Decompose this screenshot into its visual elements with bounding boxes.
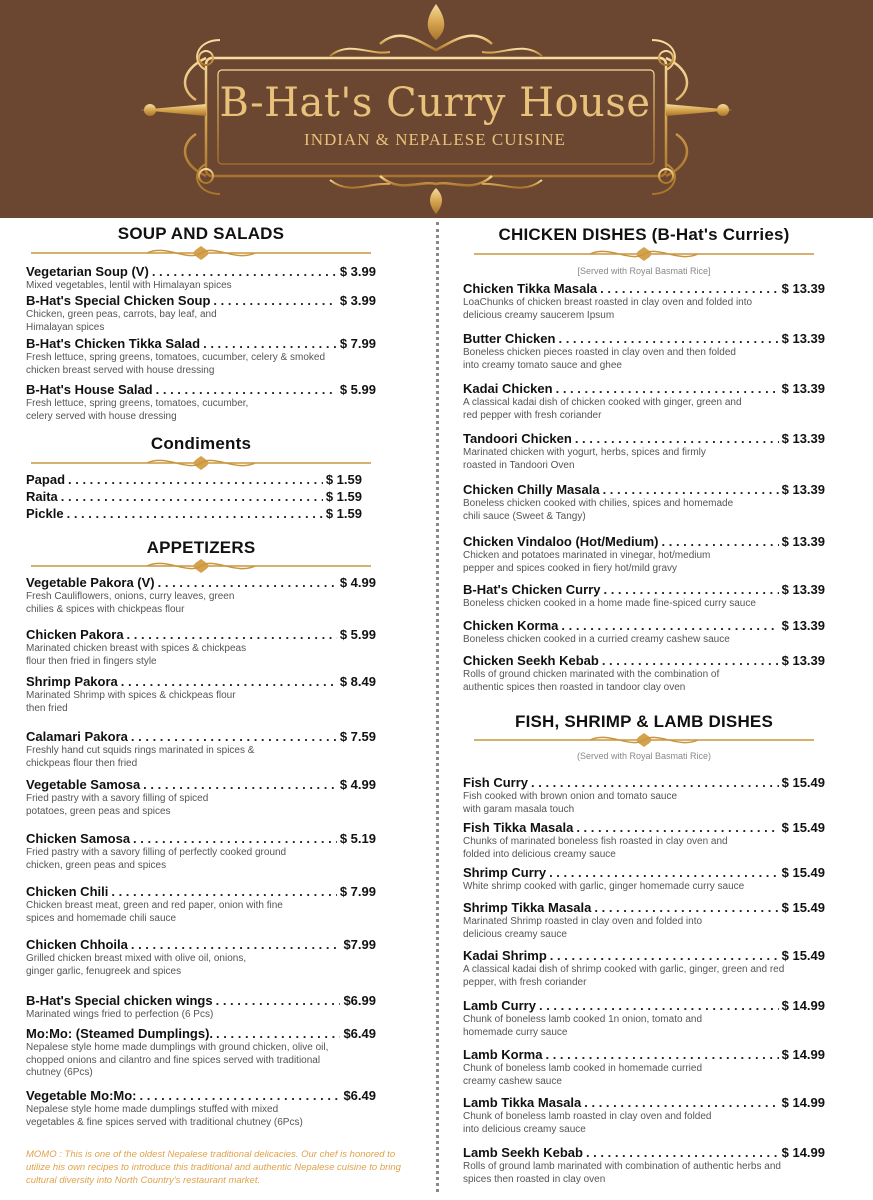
item-price: $ 4.99 (339, 575, 376, 590)
item-description: Rolls of ground chicken marinated with the combination of authentic spices then roasted in tandoor clay oven (463, 669, 720, 693)
item-description: Freshly hand cut squids rings marinated in spices & chickpeas flour then fried (26, 745, 255, 769)
item-description: Chicken, green peas, carrots, bay leaf, and Himalayan spices (26, 309, 217, 333)
menu-item (463, 865, 825, 894)
item-name: Chicken Tikka Masala (463, 281, 598, 296)
menu-item (463, 331, 825, 372)
item-name: Lamb Korma (463, 1047, 543, 1062)
menu-item (463, 900, 825, 941)
menu-item (26, 993, 376, 1022)
item-name: Shrimp Pakora (26, 674, 118, 689)
item-price: $ 15.49 (781, 820, 825, 835)
item-price: $ 7.99 (339, 336, 376, 351)
menu-item (26, 575, 376, 616)
item-price: $ 7.59 (339, 729, 376, 744)
menu-item (26, 937, 376, 978)
menu-item (463, 281, 825, 322)
item-description: Marinated Shrimp with spices & chickpeas flour then fried (26, 690, 236, 714)
item-price: $ 14.99 (781, 998, 825, 1013)
item-name: Chicken Samosa (26, 831, 131, 846)
item-description: Rolls of ground lamb marinated with combination of authentic herbs and spices then roasted in clay oven (463, 1161, 781, 1185)
menu-item (26, 336, 376, 377)
item-price: $6.99 (343, 993, 376, 1008)
item-name: B-Hat's Special chicken wings (26, 993, 213, 1008)
section-title-appetizers: APPETIZERS (146, 538, 256, 557)
item-name: Chicken Chilly Masala (463, 482, 600, 497)
item-name: Chicken Korma (463, 618, 559, 633)
item-name: Calamari Pakora (26, 729, 128, 744)
item-price: $ 14.99 (781, 1047, 825, 1062)
menu-item (463, 820, 825, 861)
item-name: Shrimp Tikka Masala (463, 900, 592, 915)
item-description: Chunks of marinated boneless fish roasted in clay oven and folded into delicious creamy sauce (463, 836, 728, 860)
item-name: Chicken Vindaloo (Hot/Medium) (463, 534, 659, 549)
item-price: $6.49 (343, 1088, 376, 1103)
item-name: Vegetable Mo:Mo: (26, 1088, 137, 1103)
item-price: $ 14.99 (781, 1145, 825, 1160)
item-name: B-Hat's Chicken Curry (463, 582, 601, 597)
item-name: B-Hat's House Salad (26, 382, 153, 397)
menu-item (463, 1095, 825, 1136)
item-price: $ 15.49 (781, 948, 825, 963)
item-name: Chicken Chhoila (26, 937, 128, 952)
menu-item (26, 293, 376, 334)
item-name: Chicken Chili (26, 884, 109, 899)
menu-item (463, 948, 825, 989)
item-price: $ 5.19 (339, 831, 376, 846)
item-name: Kadai Shrimp (463, 948, 547, 963)
item-name: Mo:Mo: (Steamed Dumplings). (26, 1026, 214, 1041)
item-description: Boneless chicken cooked in a curried creamy cashew sauce (463, 634, 730, 645)
menu-item (463, 653, 825, 694)
item-price: $ 13.39 (781, 331, 825, 346)
item-name: B-Hat's Chicken Tikka Salad (26, 336, 201, 351)
condiment-item (26, 472, 362, 487)
menu-item (26, 729, 376, 770)
menu-item (26, 264, 376, 293)
item-description: Fish cooked with brown onion and tomato sauce with garam masala touch (463, 791, 678, 815)
menu-item (26, 674, 376, 715)
item-price: $ 4.99 (339, 777, 376, 792)
item-price: $ 3.99 (339, 293, 376, 308)
served-with-note: [Served with Royal Basmati Rice] (577, 266, 711, 276)
item-description: Nepalese style home made dumplings stuffed with mixed vegetables & fine spices served with traditional chutney (6Pcs) (26, 1104, 303, 1128)
item-price: $ 15.49 (781, 775, 825, 790)
menu-item (463, 482, 825, 523)
menu-item (26, 382, 376, 423)
item-description: LoaChunks of chicken breast roasted in clay oven and folded into delicious creamy saucerem Ipsum (463, 297, 753, 321)
menu-item (463, 1047, 825, 1088)
item-name: Fish Tikka Masala (463, 820, 574, 835)
menu-item (26, 1026, 376, 1080)
menu-item (463, 775, 825, 816)
item-price: $ 5.99 (339, 382, 376, 397)
menu-item (463, 1145, 825, 1186)
item-description: Mixed vegetables, lentil with Himalayan spices (26, 280, 232, 291)
restaurant-subtitle: INDIAN & NEPALESE CUISINE (304, 130, 566, 149)
menu-item (26, 1088, 376, 1129)
item-price: $ 14.99 (781, 1095, 825, 1110)
item-price: $ 7.99 (339, 884, 376, 899)
item-description: Marinated wings fried to perfection (6 Pcs) (26, 1009, 214, 1020)
item-description: Fresh lettuce, spring greens, tomatoes, cucumber, celery served with house dressing (26, 398, 249, 422)
item-name: Vegetable Pakora (V) (26, 575, 155, 590)
item-price: $ 1.59 (325, 489, 362, 504)
item-name: B-Hat's Special Chicken Soup (26, 293, 211, 308)
item-price: $ 13.39 (781, 534, 825, 549)
item-name: Butter Chicken (463, 331, 556, 346)
item-price: $ 15.49 (781, 865, 825, 880)
item-description: Fried pastry with a savory filling of perfectly cooked ground chicken, green peas and spices (26, 847, 287, 871)
item-price: $ 1.59 (325, 472, 362, 487)
gold-flourish-divider (27, 559, 375, 573)
restaurant-header (0, 0, 873, 218)
section-title-soup: SOUP AND SALADS (117, 224, 285, 243)
item-description: Fresh lettuce, spring greens, tomatoes, cucumber, celery & smoked chicken breast served with house dressing (26, 352, 326, 376)
item-price: $ 13.39 (781, 381, 825, 396)
item-name: Papad (26, 472, 66, 487)
item-price: $ 3.99 (339, 264, 376, 279)
item-price: $6.49 (343, 1026, 376, 1041)
item-description: Boneless chicken cooked in a home made fine-spiced curry sauce (463, 598, 756, 609)
item-name: Fish Curry (463, 775, 529, 790)
item-price: $ 8.49 (339, 674, 376, 689)
item-description: A classical kadai dish of shrimp cooked with garlic, ginger, green and red pepper, with fresh coriander (463, 964, 785, 988)
gold-flourish-divider (27, 246, 375, 260)
item-description: Fried pastry with a savory filling of spiced potatoes, green peas and spices (26, 793, 209, 817)
condiment-item (26, 506, 362, 521)
item-name: Chicken Seekh Kebab (463, 653, 599, 668)
item-description: Boneless chicken pieces roasted in clay oven and then folded into creamy tomato sauce and ghee (463, 347, 736, 371)
item-description: Chunk of boneless lamb cooked in homemade curried creamy cashew sauce (463, 1063, 703, 1087)
item-description: Chunk of boneless lamb cooked 1n onion, tomato and homemade curry sauce (463, 1014, 703, 1038)
item-price: $ 13.39 (781, 653, 825, 668)
item-price: $ 15.49 (781, 900, 825, 915)
item-name: Lamb Seekh Kebab (463, 1145, 583, 1160)
item-price: $ 1.59 (325, 506, 362, 521)
item-name: Pickle (26, 506, 64, 521)
item-description: A classical kadai dish of chicken cooked with ginger, green and red pepper with fresh coriander (463, 397, 742, 421)
item-name: Vegetable Samosa (26, 777, 141, 792)
menu-item (26, 831, 376, 872)
menu-item (26, 777, 376, 818)
item-price: $ 13.39 (781, 582, 825, 597)
item-name: Raita (26, 489, 58, 504)
item-description: Marinated chicken with yogurt, herbs, spices and firmly roasted in Tandoori Oven (463, 447, 706, 471)
condiment-item (26, 489, 362, 504)
item-price: $ 5.99 (339, 627, 376, 642)
menu-item (463, 431, 825, 472)
item-name: Tandoori Chicken (463, 431, 572, 446)
item-description: Boneless chicken cooked with chilies, spices and homemade chili sauce (Sweet & Tangy) (463, 498, 734, 522)
item-name: Vegetarian Soup (V) (26, 264, 149, 279)
item-description: Marinated Shrimp roasted in clay oven and folded into delicious creamy sauce (463, 916, 703, 940)
item-name: Kadai Chicken (463, 381, 553, 396)
item-price: $7.99 (343, 937, 376, 952)
restaurant-name: B-Hat's Curry House (219, 80, 651, 126)
item-price: $ 13.39 (781, 431, 825, 446)
section-title-fish-lamb: FISH, SHRIMP & LAMB DISHES (514, 712, 774, 731)
item-price: $ 13.39 (781, 281, 825, 296)
menu-item (463, 381, 825, 422)
item-description: Chicken breast meat, green and red paper, onion with fine spices and homemade chili sauce (26, 900, 283, 924)
menu-item (463, 534, 825, 575)
section-title-chicken: CHICKEN DISHES (B-Hat's Curries) (498, 225, 790, 244)
gold-flourish-divider (470, 733, 818, 747)
gold-flourish-divider (470, 247, 818, 261)
item-description: Chicken and potatoes marinated in vinegar, hot/medium pepper and spices cooked in fiery hot/mild gravy (463, 550, 711, 574)
menu-item (463, 582, 825, 611)
served-with-note: (Served with Royal Basmati Rice) (576, 751, 712, 761)
momo-note: MOMO : This is one of the oldest Nepalese traditional delicacies. Our chef is honored to utilize his own recipes to introduce this traditional and authentic Nepalese cuisine to bring cultural diversity into North Country's restaurant market. (26, 1149, 401, 1186)
menu-item (463, 618, 825, 647)
item-description: Fresh Cauliflowers, onions, curry leaves, green chilies & spices with chickpeas flour (26, 591, 235, 615)
gold-flourish-divider (27, 456, 375, 470)
item-price: $ 13.39 (781, 482, 825, 497)
item-name: Shrimp Curry (463, 865, 547, 880)
column-divider (436, 222, 439, 1192)
item-name: Chicken Pakora (26, 627, 124, 642)
item-description: Nepalese style home made dumplings with ground chicken, olive oil, chopped onions and cilantro and fine spices served with traditional chutney (6Pcs) (26, 1042, 329, 1078)
item-description: Chunk of boneless lamb roasted in clay oven and folded into delicious creamy sauce (463, 1111, 712, 1135)
item-name: Lamb Tikka Masala (463, 1095, 582, 1110)
item-description: Grilled chicken breast mixed with olive oil, onions, ginger garlic, fenugreek and spices (26, 953, 247, 977)
menu-item (26, 884, 376, 925)
item-name: Lamb Curry (463, 998, 536, 1013)
menu-item (463, 998, 825, 1039)
item-price: $ 13.39 (781, 618, 825, 633)
item-description: White shrimp cooked with garlic, ginger homemade curry sauce (463, 881, 745, 892)
section-title-condiments: Condiments (150, 434, 252, 453)
item-description: Marinated chicken breast with spices & chickpeas flour then fried in fingers style (26, 643, 247, 667)
menu-item (26, 627, 376, 668)
